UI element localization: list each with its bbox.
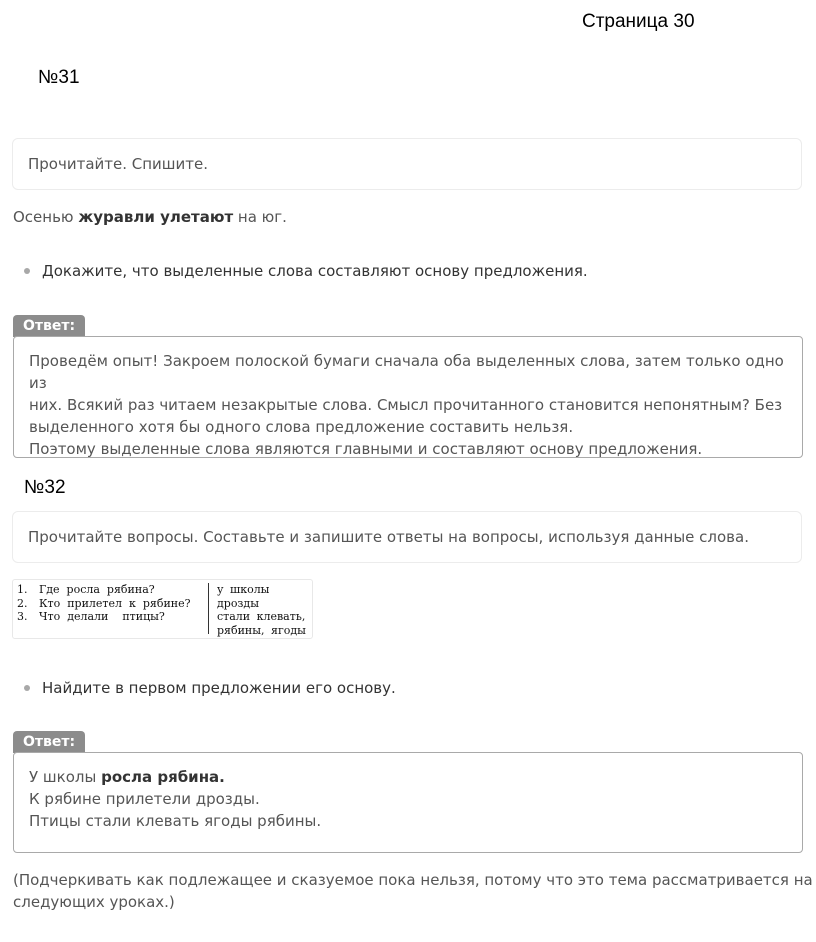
note-line: (Подчеркивать как подлежащее и сказуемое пока нельзя, потому что это тема рассматривается на	[13, 871, 813, 889]
task-32-answer-tag: Ответ:	[13, 731, 85, 753]
answer-line: них. Всякий раз читаем незакрытые слова. Смысл прочитанного становится непонятным? Без	[29, 396, 783, 414]
word-line: дрозды	[217, 596, 259, 610]
bullet-dot-icon	[24, 268, 30, 274]
question-number: 2.	[17, 596, 28, 610]
page-number: Страница 30	[582, 11, 695, 32]
answer-line: Птицы стали клевать ягоды рябины.	[29, 812, 322, 830]
task-31-answer-tag: Ответ:	[13, 315, 85, 337]
question-row	[17, 610, 208, 624]
task-32-instruction	[12, 511, 802, 563]
answer-line: выделенного хотя бы одного слова предложение составить нельзя.	[29, 418, 574, 436]
answer-bold: росла рябина.	[101, 768, 225, 786]
word-line: рябины, ягоды	[217, 623, 306, 637]
word-line: у школы	[217, 583, 270, 596]
questions-column	[13, 583, 208, 638]
sentence-after: на юг.	[233, 208, 287, 226]
task-31-bullet	[24, 262, 588, 280]
task-32-instruction-text: Прочитайте вопросы. Составьте и запишите ответы на вопросы, используя данные слова.	[28, 528, 749, 546]
answer-before: У школы	[29, 768, 102, 786]
question-row	[17, 583, 208, 597]
task-32-bullet	[24, 679, 396, 697]
word-line: стали клевать,	[217, 610, 306, 623]
task-32-number: №32	[24, 477, 66, 498]
question-number: 1.	[17, 583, 28, 596]
questions-words-table	[12, 579, 313, 639]
sentence-before: Осенью	[13, 208, 79, 226]
task-32-bullet-text: Найдите в первом предложении его основу.	[42, 679, 396, 697]
question-number: 3.	[17, 610, 28, 623]
answer-line: Проведём опыт! Закроем полоской бумаги сначала оба выделенных слова, затем только одно из	[29, 352, 784, 392]
task-32-note	[13, 869, 813, 913]
answer-line	[29, 766, 787, 788]
task-31-instruction-text: Прочитайте. Спишите.	[28, 155, 209, 173]
task-31-instruction	[12, 138, 802, 190]
note-line: следующих уроках.)	[13, 893, 175, 911]
sentence-bold: журавли улетают	[78, 208, 234, 226]
task-31-answer-box	[13, 336, 803, 458]
task-31-number: №31	[38, 67, 80, 88]
task-32-answer-box	[13, 752, 803, 853]
question-row	[17, 597, 208, 611]
task-31-bullet-text: Докажите, что выделенные слова составляют основу предложения.	[42, 262, 588, 280]
answer-line: Поэтому выделенные слова являются главными и составляют основу предложения.	[29, 440, 703, 458]
words-column	[209, 583, 306, 638]
question-text: Что делали птицы?	[39, 610, 165, 623]
task-31-sentence	[13, 206, 287, 228]
bullet-dot-icon	[24, 685, 30, 691]
question-text: Где росла рябина?	[39, 583, 155, 596]
answer-line: К рябине прилетели дрозды.	[29, 790, 260, 808]
question-text: Кто прилетел к рябине?	[39, 596, 191, 610]
